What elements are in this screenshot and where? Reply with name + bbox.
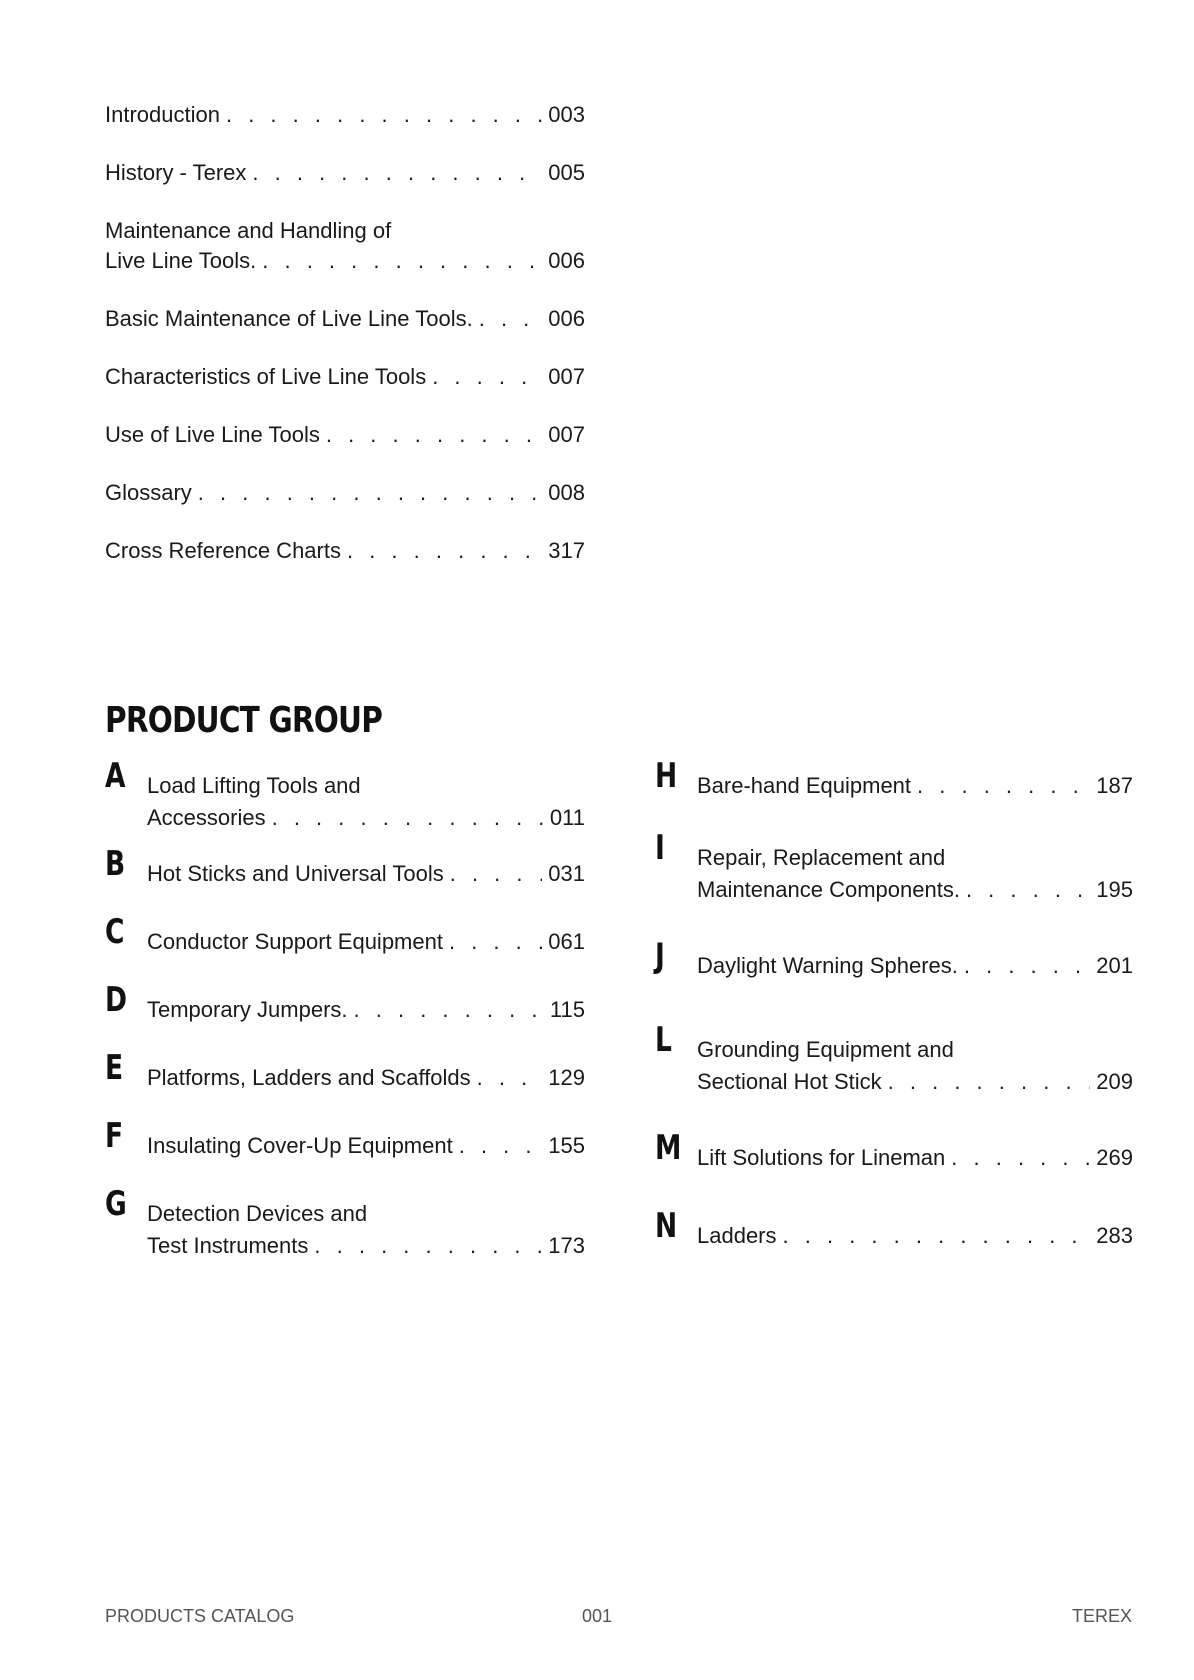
dot-leader [966, 874, 1090, 906]
toc-page: 006 [548, 306, 585, 331]
group-page: 061 [548, 929, 585, 954]
toc-entry-use[interactable] [105, 420, 585, 450]
group-label: Accessories [147, 805, 266, 830]
group-label: Platforms, Ladders and Scaffolds [147, 1065, 471, 1090]
group-label-line1: Detection Devices and [147, 1201, 368, 1226]
dot-leader [226, 100, 542, 130]
group-label: Temporary Jumpers. [147, 997, 348, 1022]
toc-label: Basic Maintenance of Live Line Tools. [105, 306, 473, 331]
dot-leader [354, 994, 544, 1026]
group-letter: H [655, 756, 678, 796]
toc-entry-glossary[interactable] [105, 478, 585, 508]
group-page: 011 [549, 805, 585, 830]
toc-entry-cross-reference[interactable] [105, 536, 585, 566]
product-group-left-column [105, 756, 585, 1262]
group-label: Ladders [697, 1223, 777, 1248]
group-item-l[interactable] [655, 1020, 1133, 1098]
group-page: 269 [1096, 1145, 1133, 1170]
group-letter: G [105, 1184, 127, 1224]
group-item-b[interactable] [105, 844, 585, 890]
dot-leader [450, 858, 543, 890]
group-label-line1: Grounding Equipment and [697, 1037, 954, 1062]
toc-label: Glossary [105, 480, 192, 505]
group-page: 195 [1096, 877, 1133, 902]
dot-leader [964, 950, 1090, 982]
footer-catalog-title: PRODUCTS CATALOG [105, 1606, 295, 1626]
toc-label: Cross Reference Charts [105, 538, 341, 563]
toc-page: 007 [548, 422, 585, 447]
group-label-line1: Load Lifting Tools and [147, 773, 361, 798]
group-letter: F [105, 1116, 124, 1156]
group-label: Maintenance Components. [697, 877, 960, 902]
group-label-line1: Repair, Replacement and [697, 845, 946, 870]
group-label: Conductor Support Equipment [147, 929, 443, 954]
group-label: Lift Solutions for Lineman [697, 1145, 946, 1170]
toc-entry-characteristics[interactable] [105, 362, 585, 392]
group-page: 201 [1096, 953, 1133, 978]
group-page: 155 [548, 1133, 585, 1158]
group-item-a[interactable] [105, 756, 585, 834]
group-page: 187 [1096, 773, 1133, 798]
dot-leader [449, 926, 542, 958]
group-item-g[interactable] [105, 1184, 585, 1262]
group-item-e[interactable] [105, 1048, 585, 1094]
table-of-contents [105, 100, 585, 594]
group-letter: N [655, 1206, 678, 1246]
group-item-i[interactable] [655, 828, 1133, 906]
toc-entry-introduction[interactable] [105, 100, 585, 130]
group-item-f[interactable] [105, 1116, 585, 1162]
toc-page: 006 [548, 248, 585, 273]
group-letter: B [105, 844, 126, 884]
group-page: 129 [548, 1065, 585, 1090]
toc-page: 005 [548, 160, 585, 185]
footer-brand: TEREX [1071, 1606, 1132, 1626]
dot-leader [783, 1220, 1091, 1252]
dot-leader [888, 1066, 1091, 1098]
group-item-d[interactable] [105, 980, 585, 1026]
group-letter: I [655, 828, 665, 868]
dot-leader [262, 246, 542, 276]
group-page: 173 [548, 1233, 585, 1258]
group-letter: L [655, 1020, 672, 1060]
group-label: Test Instruments [147, 1233, 309, 1258]
product-group-heading: PRODUCT GROUP [105, 700, 383, 741]
dot-leader [314, 1230, 542, 1262]
group-label: Insulating Cover-Up Equipment [147, 1133, 453, 1158]
group-letter: A [105, 756, 126, 796]
dot-leader [917, 770, 1090, 802]
product-group-right-column [655, 756, 1133, 1252]
toc-label: Characteristics of Live Line Tools [105, 364, 427, 389]
dot-leader [272, 802, 544, 834]
dot-leader [459, 1130, 543, 1162]
group-letter: J [655, 936, 665, 976]
toc-page: 317 [548, 538, 585, 563]
dot-leader [326, 420, 542, 450]
group-letter: M [655, 1128, 682, 1168]
group-label: Sectional Hot Stick [697, 1069, 882, 1094]
dot-leader [432, 362, 542, 392]
dot-leader [951, 1142, 1090, 1174]
footer-page-number: 001 [582, 1606, 613, 1626]
dot-leader [347, 536, 542, 566]
toc-page: 007 [548, 364, 585, 389]
group-letter: C [105, 912, 125, 952]
dot-leader [479, 304, 543, 334]
group-item-h[interactable] [655, 756, 1133, 802]
toc-page: 008 [548, 480, 585, 505]
group-item-c[interactable] [105, 912, 585, 958]
dot-leader [477, 1062, 543, 1094]
toc-label: Use of Live Line Tools [105, 422, 320, 447]
toc-entry-history[interactable] [105, 158, 585, 188]
toc-label: Introduction [105, 102, 220, 127]
toc-label: Live Line Tools. [105, 248, 257, 273]
group-item-n[interactable] [655, 1206, 1133, 1252]
toc-label: History - Terex [105, 160, 247, 185]
dot-leader [198, 478, 542, 508]
toc-entry-basic-maintenance[interactable] [105, 304, 585, 334]
group-item-m[interactable] [655, 1128, 1133, 1174]
group-label: Hot Sticks and Universal Tools [147, 861, 444, 886]
group-page: 209 [1096, 1069, 1133, 1094]
toc-page: 003 [548, 102, 585, 127]
toc-entry-maintenance-handling[interactable] [105, 216, 585, 276]
group-page: 283 [1096, 1223, 1133, 1248]
group-item-j[interactable] [655, 936, 1133, 982]
group-page: 031 [548, 861, 585, 886]
group-label: Bare-hand Equipment [697, 773, 912, 798]
toc-label-line1: Maintenance and Handling of [105, 218, 392, 243]
dot-leader [252, 158, 542, 188]
group-letter: D [105, 980, 128, 1020]
group-label: Daylight Warning Spheres. [697, 953, 958, 978]
group-letter: E [105, 1048, 124, 1088]
group-page: 115 [549, 997, 585, 1022]
